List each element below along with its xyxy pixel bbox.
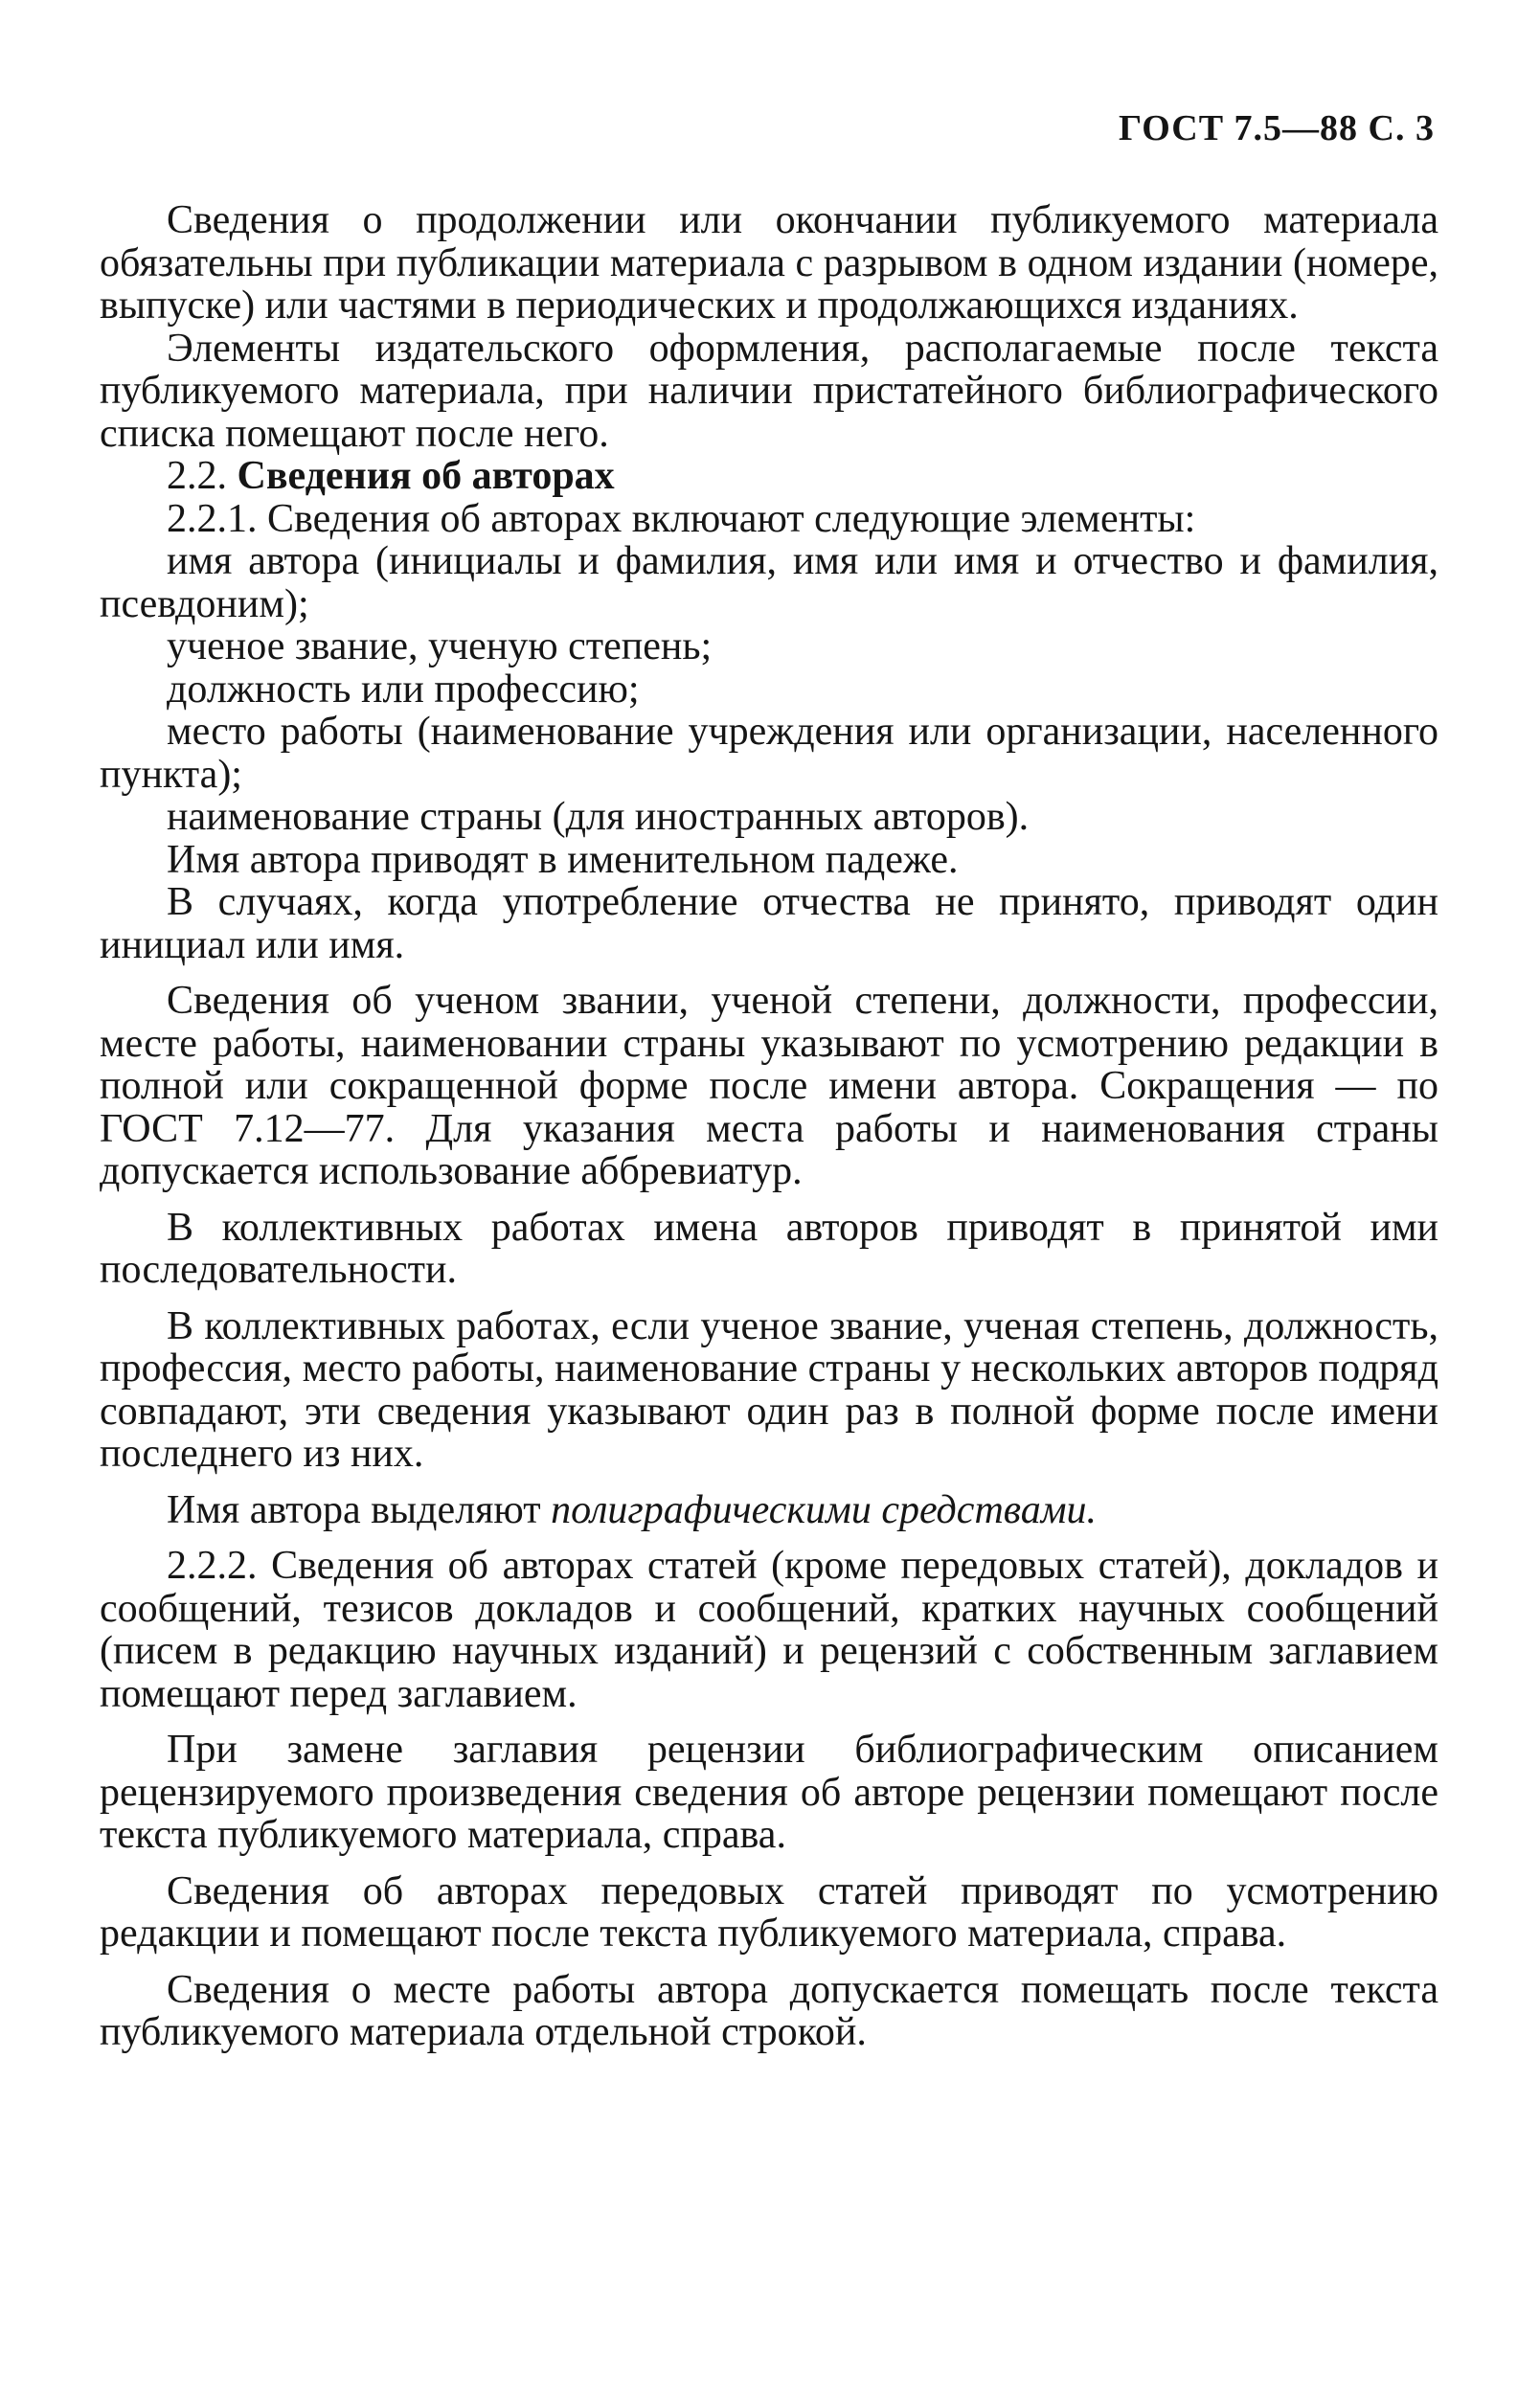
paragraph — [100, 1489, 1438, 1532]
paragraph-italic-text: полиграфическими средствами. — [551, 1487, 1098, 1532]
list-item: ученое звание, ученую степень; — [167, 624, 713, 668]
list-item: имя автора (инициалы и фамилия, имя или имя и отчество и фамилия, псевдоним); — [100, 539, 1438, 626]
paragraph: В коллективных работах имена авторов приводят в принятой ими последовательности. — [100, 1205, 1438, 1292]
paragraph: В коллективных работах, если ученое звание, ученая степень, должность, профессия, место работы, наименование страны у нескольких авторов подряд совпадают, эти сведения указывают один раз в полной форме после имени последнего из них. — [100, 1303, 1438, 1476]
document-body — [100, 199, 1438, 2054]
section-heading — [100, 455, 1438, 498]
paragraph: Сведения о месте работы автора допускается помещать после текста публикуемого материала отдельной строкой. — [100, 1967, 1438, 2054]
list-item: наименование страны (для иностранных авторов). — [167, 795, 1030, 839]
paragraph: Сведения о продолжении или окончании публикуемого материала обязательны при публикации материала с разрывом в одном издании (номере, выпуске) или частями в периодических и продолжающихся изданиях. — [100, 198, 1438, 328]
paragraph: Элементы издательского оформления, располагаемые после текста публикуемого материала, при наличии пристатейного библиографического списка помещают после него. — [100, 326, 1438, 456]
paragraph-text: Имя автора выделяют — [167, 1487, 552, 1532]
section-title: Сведения об авторах — [237, 454, 615, 498]
list-item: место работы (наименование учреждения или организации, населенного пункта); — [100, 710, 1438, 797]
paragraph: Имя автора приводят в именительном падеже. — [167, 837, 959, 882]
page-header-doc-code: ГОСТ 7.5—88 С. 3 — [1119, 108, 1435, 148]
list-item: должность или профессию; — [167, 667, 640, 712]
paragraph: В случаях, когда употребление отчества не принято, приводят один инициал или имя. — [100, 880, 1438, 967]
paragraph: 2.2.2. Сведения об авторах статей (кроме передовых статей), докладов и сообщений, тезисов докладов и сообщений, кратких научных сообщений (писем в редакцию научных изданий) и рецензий с собственным заглавием помещают перед заглавием. — [100, 1544, 1438, 1716]
paragraph: 2.2.1. Сведения об авторах включают следующие элементы: — [167, 496, 1196, 541]
paragraph: Сведения об авторах передовых статей приводят по усмотрению редакции и помещают после текста публикуемого материала, справа. — [100, 1868, 1438, 1956]
paragraph: Сведения об ученом звании, ученой степени, должности, профессии, месте работы, наименовании страны указывают по усмотрению редакции в полной или сокращенной форме после имени автора. Сокращения — по ГОСТ 7.12—77. Для указания места работы и наименования страны допускается использование аббревиатур. — [100, 979, 1438, 1193]
section-number: 2.2. — [167, 454, 227, 498]
paragraph: При замене заглавия рецензии библиографическим описанием рецензируемого произведения сведения об авторе рецензии помещают после текста публикуемого материала, справа. — [100, 1728, 1438, 1857]
